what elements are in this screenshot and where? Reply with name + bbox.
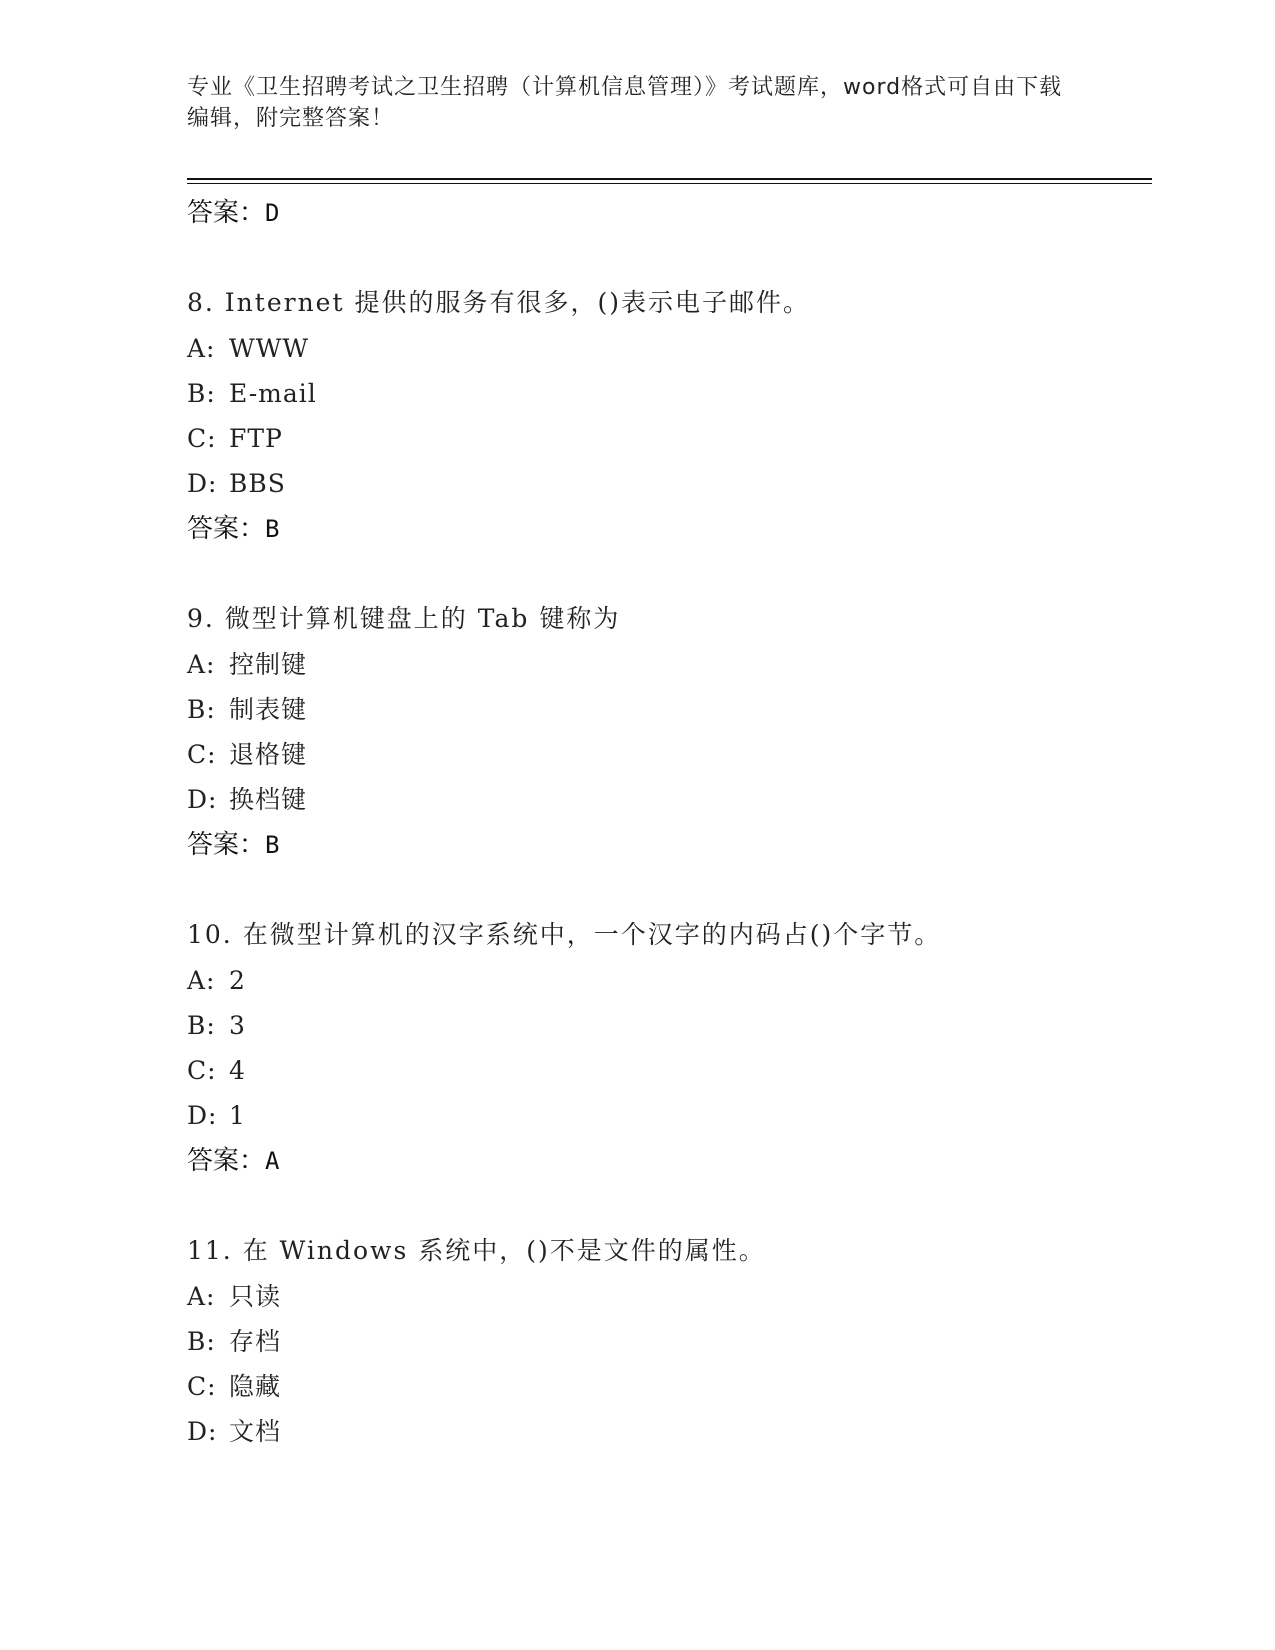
question-block	[187, 596, 1152, 868]
option-b	[187, 1319, 1152, 1364]
answer-line	[187, 190, 1152, 236]
header-divider	[187, 178, 1152, 180]
option-c	[187, 416, 1152, 461]
option-key: D:	[187, 1101, 218, 1130]
option-key: D:	[187, 469, 218, 498]
option-b	[187, 1003, 1152, 1048]
header-text: 专业《卫生招聘考试之卫生招聘（计算机信息管理）》考试题库，word格式可自由下载编辑，附完整答案！	[187, 75, 1063, 131]
answer-value: D	[265, 199, 280, 227]
answer-label: 答案：	[187, 1146, 266, 1176]
document-header	[187, 72, 1067, 134]
answer-line	[187, 506, 1152, 552]
option-text: FTP	[229, 424, 283, 453]
option-d	[187, 1409, 1152, 1454]
option-text: 控制键	[229, 650, 308, 679]
question-block	[187, 1228, 1152, 1454]
option-c	[187, 1364, 1152, 1409]
option-key: C:	[187, 1372, 217, 1401]
option-text: WWW	[229, 334, 310, 363]
option-a	[187, 1274, 1152, 1319]
option-b	[187, 371, 1152, 416]
option-key: A:	[187, 1282, 216, 1311]
option-d	[187, 461, 1152, 506]
answer-line	[187, 822, 1152, 868]
option-d	[187, 1093, 1152, 1138]
option-a	[187, 642, 1152, 687]
option-text: E-mail	[229, 379, 317, 408]
answer-value: B	[265, 515, 280, 543]
option-c	[187, 1048, 1152, 1093]
option-key: B:	[187, 379, 216, 408]
answer-label: 答案：	[187, 198, 266, 228]
answer-label: 答案：	[187, 830, 266, 860]
answer-value: B	[265, 831, 280, 859]
option-text: 退格键	[229, 740, 308, 769]
option-text: 只读	[229, 1282, 282, 1311]
option-key: B:	[187, 695, 216, 724]
question-text: 11. 在 Windows 系统中，()不是文件的属性。	[187, 1236, 766, 1265]
option-key: A:	[187, 334, 216, 363]
option-text: 2	[229, 966, 246, 995]
option-key: B:	[187, 1327, 216, 1356]
option-key: A:	[187, 650, 216, 679]
option-c	[187, 732, 1152, 777]
option-a	[187, 326, 1152, 371]
option-d	[187, 777, 1152, 822]
option-key: D:	[187, 785, 218, 814]
option-key: C:	[187, 424, 217, 453]
option-text: 存档	[229, 1327, 282, 1356]
option-key: A:	[187, 966, 216, 995]
option-text: 换档键	[229, 785, 308, 814]
option-text: 隐藏	[229, 1372, 282, 1401]
option-key: D:	[187, 1417, 218, 1446]
option-text: 3	[229, 1011, 246, 1040]
option-key: C:	[187, 1056, 217, 1085]
question-list	[187, 190, 1152, 1454]
option-text: 4	[229, 1056, 246, 1085]
question-text: 9. 微型计算机键盘上的 Tab 键称为	[187, 604, 621, 633]
option-a	[187, 958, 1152, 1003]
answer-value: A	[265, 1147, 280, 1175]
option-b	[187, 687, 1152, 732]
option-key: C:	[187, 740, 217, 769]
answer-line	[187, 1138, 1152, 1184]
question-block	[187, 912, 1152, 1184]
option-text: 文档	[229, 1417, 282, 1446]
option-text: BBS	[229, 469, 286, 498]
question-block	[187, 280, 1152, 552]
answer-label: 答案：	[187, 514, 266, 544]
question-text: 10. 在微型计算机的汉字系统中，一个汉字的内码占()个字节。	[187, 920, 942, 949]
header-divider-thin	[187, 183, 1152, 184]
option-key: B:	[187, 1011, 216, 1040]
option-text: 制表键	[229, 695, 308, 724]
option-text: 1	[229, 1101, 246, 1130]
question-text: 8. Internet 提供的服务有很多，()表示电子邮件。	[187, 288, 810, 317]
